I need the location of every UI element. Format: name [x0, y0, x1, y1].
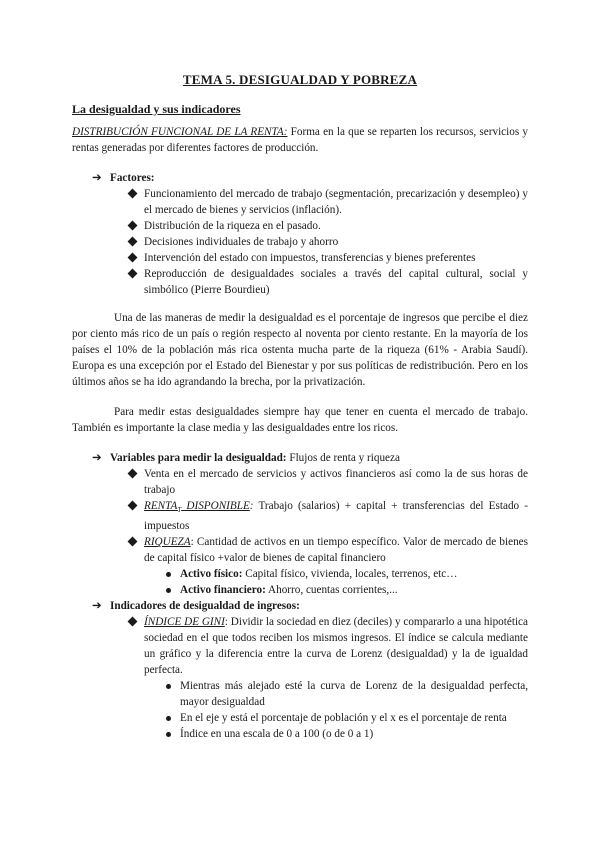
variables-list: [72, 450, 528, 742]
arrow-icon: ➔: [92, 600, 102, 613]
diamond-bullet-icon: [128, 617, 138, 627]
diamond-bullet-icon: [128, 269, 138, 279]
dot-bullet-icon: [166, 588, 171, 593]
factors-label: Factores:: [110, 172, 155, 184]
diamond-bullet-icon: [128, 189, 138, 199]
gini-sublist: [144, 678, 528, 742]
list-item: Índice en una escala de 0 a 100 (o de 0 a 1): [164, 726, 528, 742]
section-heading: La desigualdad y sus indicadores: [72, 102, 241, 116]
list-item: En el eje y está el porcentaje de población y el x es el porcentaje de renta: [164, 710, 528, 726]
dot-bullet-icon: [166, 572, 171, 577]
arrow-icon: ➔: [92, 452, 102, 464]
variables-label: Variables para medir la desigualdad:: [110, 452, 287, 464]
variables-sublist: [110, 466, 528, 598]
diamond-bullet-icon: [128, 501, 138, 511]
factors-item: [92, 170, 528, 298]
dot-bullet-icon: [166, 684, 171, 689]
list-item: Distribución de la riqueza en el pasado.: [128, 218, 528, 234]
list-item: Decisiones individuales de trabajo y ahorro: [128, 234, 528, 250]
gini-term: ÍNDICE DE GINI: [144, 616, 225, 629]
renta-term: $RENTA_T$ DISPONIBLE: [144, 500, 250, 515]
riqueza-sublist: [144, 566, 528, 598]
page-title: TEMA 5. DESIGUALDAD Y POBREZA: [182, 72, 418, 87]
list-item: Activo financiero: Ahorro, cuentas corrientes,...: [164, 582, 528, 598]
list-item: ÍNDICE DE GINI: Dividir la sociedad en diez (deciles) y compararlo a una hipotética sociedad en el que todos reciben los mismos ingresos. El índice se calcula mediante un gráfico y la diferencia entre la curva de Lorenz (desigualdad) y la de igualdad perfecta. Mientras más alejado esté la curva de Lorenz de la desigualdad perfecta, mayor desigualdad En el eje y está el porcentaje de población y el x es el porcentaje de renta Índice en una escala de 0 a 100 (o de 0 a 1): [128, 614, 528, 742]
definition-term: DISTRIBUCIÓN FUNCIONAL DE LA RENTA:: [72, 126, 288, 138]
diamond-bullet-icon: [128, 221, 138, 231]
factors-sublist: [110, 186, 528, 298]
body-paragraph-1: Una de las maneras de medir la desigualdad es el porcentaje de ingresos que percibe el diez por ciento más rico de un país o región respecto al noventa por ciento restante. En la mayoría de los países el 10% de la población más rica ostenta mucha parte de la riqueza (61% - Arabia Saudí). Europa es una excepción por el Estado del Bienestar y por sus políticas de redistribución. Pero en los últimos años se ha ido agrandando la brecha, por la privatización.: [72, 312, 528, 388]
list-item: Reproducción de desigualdades sociales a través del capital cultural, social y simbólico (Pierre Bourdieu): [128, 266, 528, 298]
indicators-sublist: [110, 614, 528, 742]
definition-paragraph: [72, 124, 528, 156]
list-item: Intervención del estado con impuestos, transferencias y bienes preferentes: [128, 250, 528, 266]
body-paragraph-2: Para medir estas desigualdades siempre hay que tener en cuenta el mercado de trabajo. También es importante la clase media y las desigualdades entre los ricos.: [72, 406, 528, 434]
list-item: Venta en el mercado de servicios y activos financieros así como la de sus horas de trabajo: [128, 466, 528, 498]
diamond-bullet-icon: [128, 253, 138, 263]
list-item: RIQUEZA: Cantidad de activos en un tiempo específico. Valor de mercado de bienes de capital físico +valor de bienes de capital financiero Activo físico: Capital físico, vivienda, locales, terrenos, etc… Activo financiero: Ahorro, cuentas corrientes,...: [128, 534, 528, 598]
variables-item: ➔ Variables para medir la desigualdad: Flujos de renta y riqueza Venta en el mercado de servicios y activos financieros así como la de sus horas de trabajo $RENTA_T$ DISPONIBLE: Trabajo (salarios) + capital + transferencias del Estado - impuestos RIQUEZA: Cantidad de activos en un tiempo específico. Valor de mercado de bienes de capital físico +valor de bienes de capital financiero Activo físico: Capital físico, vivienda, locales, terrenos, etc… Activo financiero: Ahorro, cuentas corrientes,...: [92, 452, 528, 597]
arrow-icon: ➔: [92, 172, 102, 184]
indicators-item: [92, 598, 528, 742]
list-item: Activo físico: Capital físico, vivienda, locales, terrenos, etc…: [164, 566, 528, 582]
diamond-bullet-icon: [128, 537, 138, 547]
list-item: Mientras más alejado esté la curva de Lorenz de la desigualdad perfecta, mayor desigualdad: [164, 678, 528, 710]
diamond-bullet-icon: [128, 237, 138, 247]
list-item: Funcionamiento del mercado de trabajo (segmentación, precarización y desempleo) y el mercado de bienes y servicios (inflación).: [128, 186, 528, 218]
diamond-bullet-icon: [128, 469, 138, 479]
factors-list: [72, 170, 528, 298]
dot-bullet-icon: [166, 716, 171, 721]
riqueza-term: RIQUEZA: [144, 536, 191, 549]
indicators-label: Indicadores de desigualdad de ingresos:: [110, 600, 300, 613]
definition-text: Forma en la que se reparten los recursos, servicios y rentas generadas por diferentes factores de producción.: [72, 126, 529, 154]
list-item: $RENTA_T$ DISPONIBLE: Trabajo (salarios) + capital + transferencias del Estado - impuestos: [128, 498, 528, 534]
dot-bullet-icon: [166, 732, 171, 737]
